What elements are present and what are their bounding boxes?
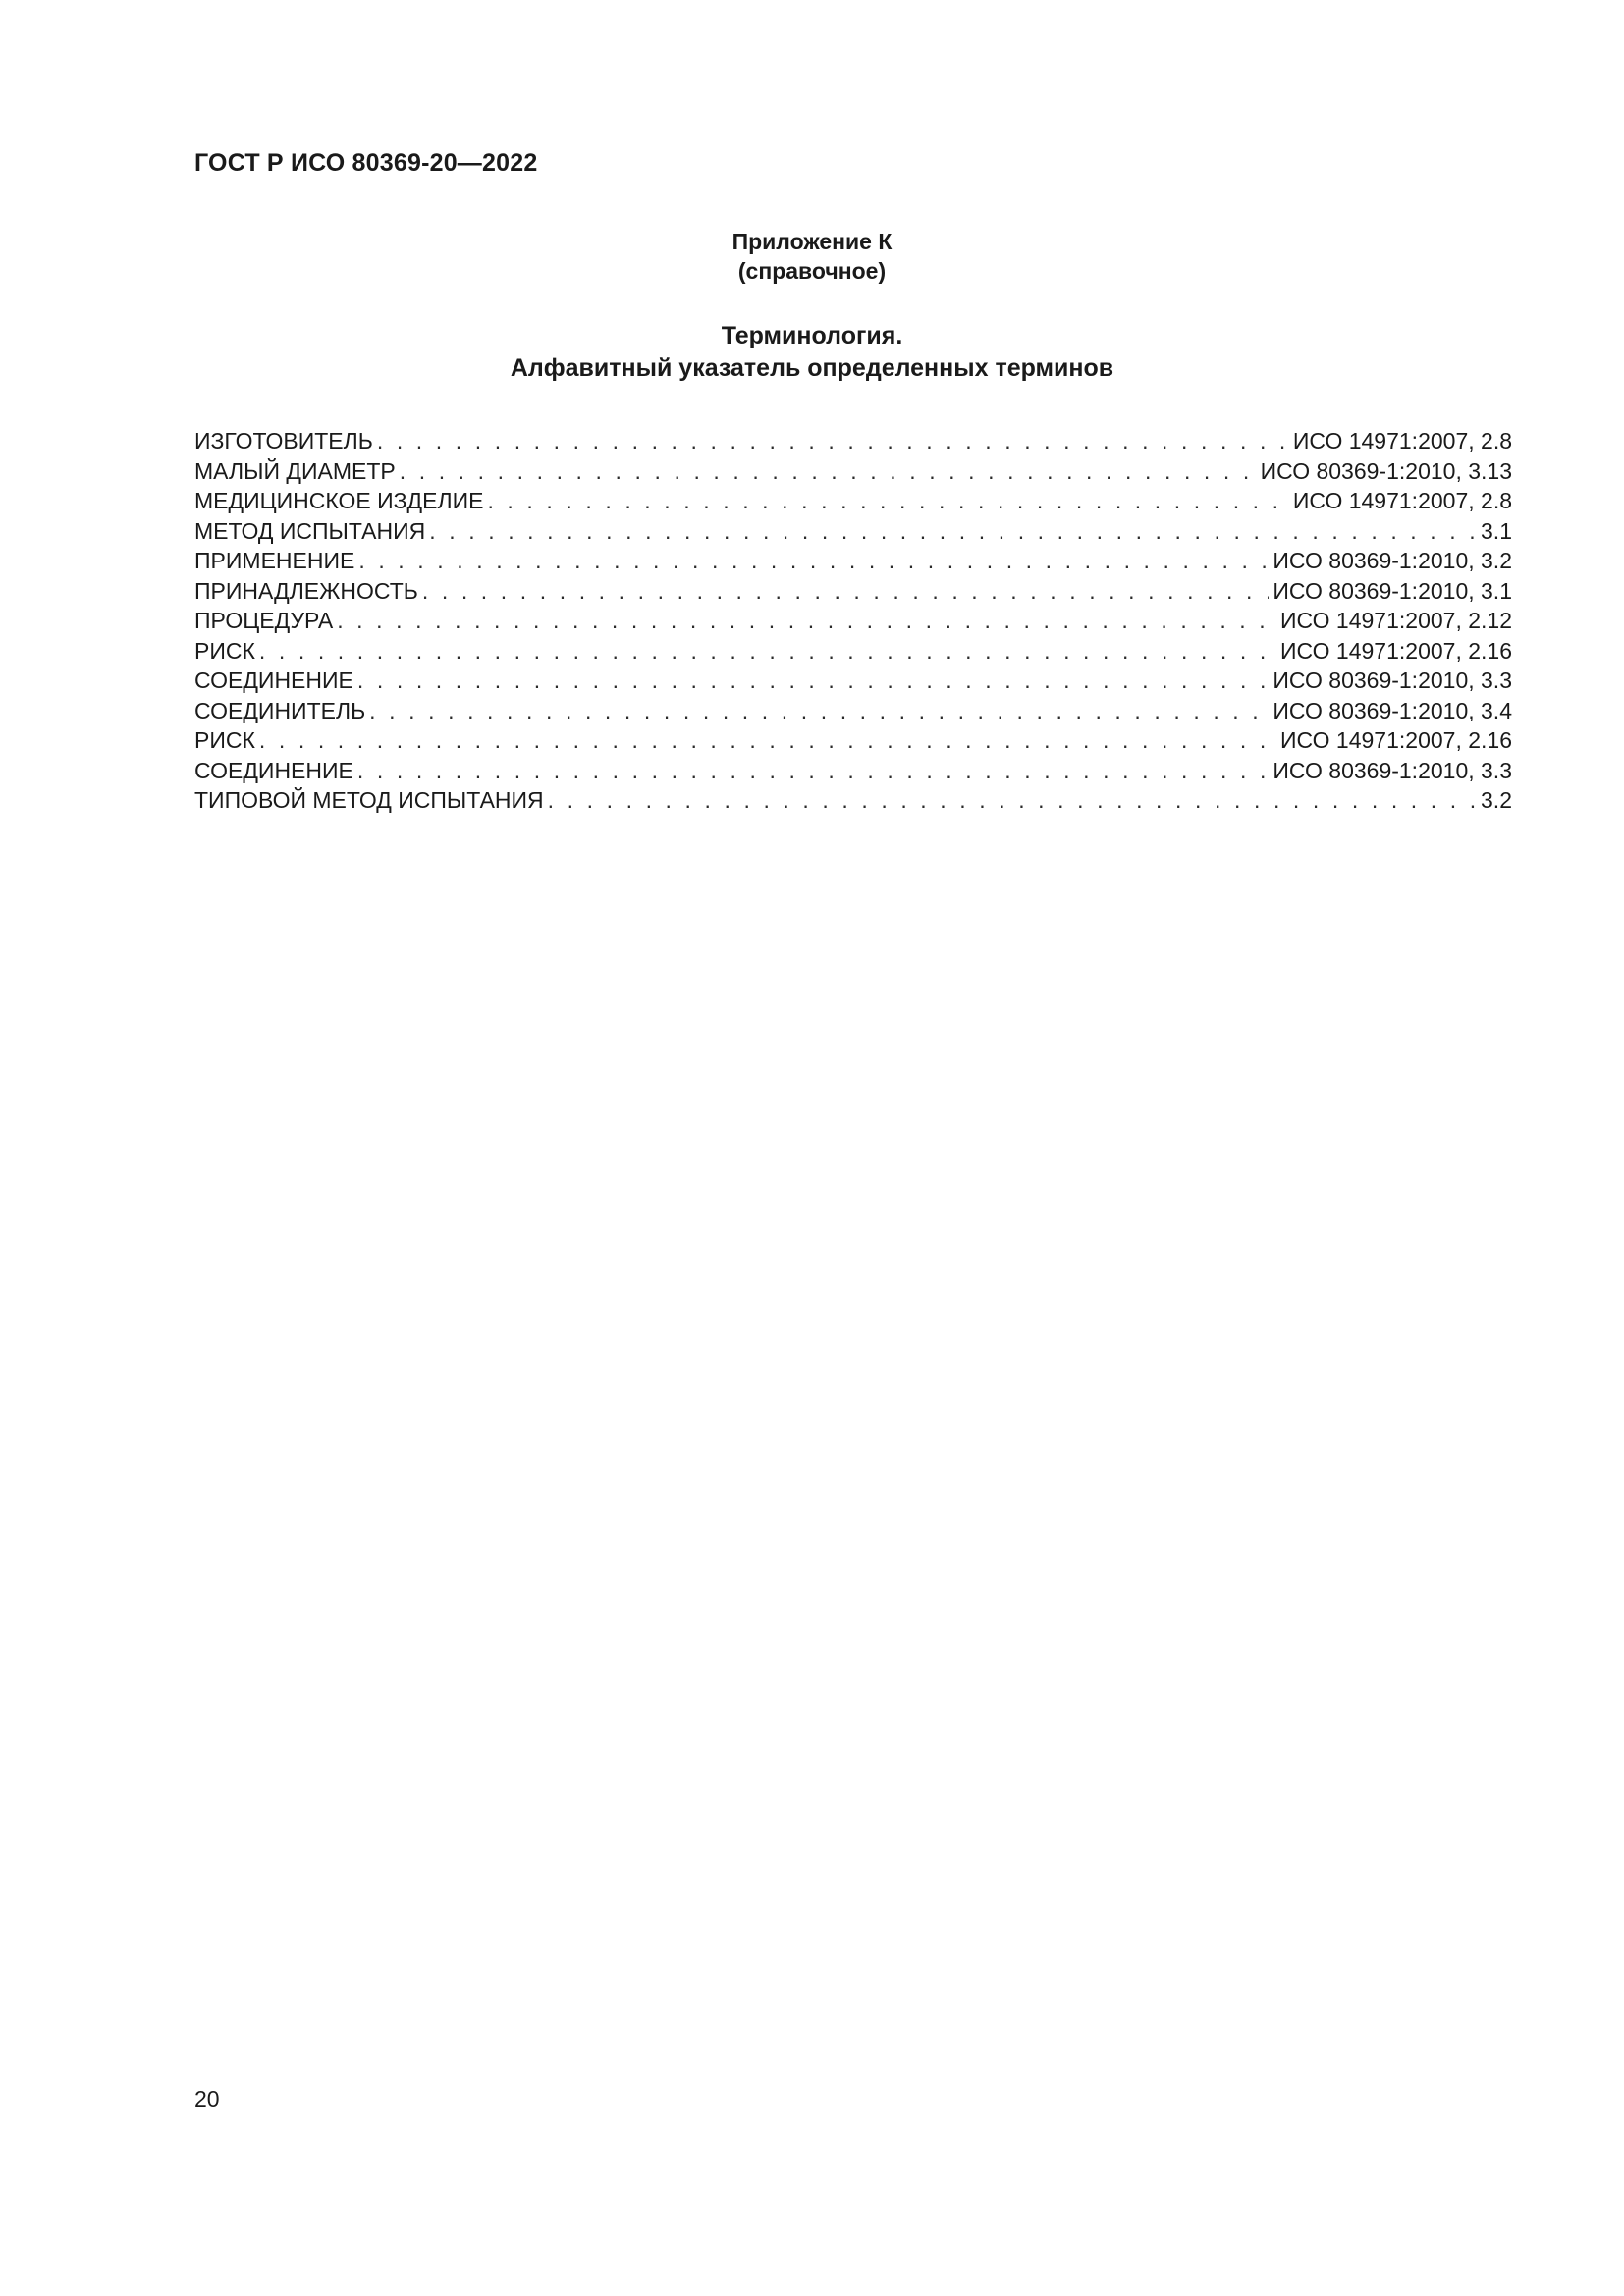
index-reference: ИСО 80369-1:2010, 3.2 — [1272, 548, 1512, 573]
index-term: МАЛЫЙ ДИАМЕТР — [194, 457, 396, 484]
dot-leader — [259, 727, 1276, 754]
index-reference: ИСО 80369-1:2010, 3.13 — [1260, 457, 1512, 484]
dot-leader — [358, 548, 1269, 574]
dot-leader — [259, 638, 1276, 665]
index-entry — [194, 518, 1512, 549]
index-entry — [194, 428, 1512, 458]
index-term: МЕТОД ИСПЫТАНИЯ — [194, 517, 426, 544]
dot-leader — [422, 578, 1270, 605]
dot-leader — [487, 488, 1288, 514]
index-term: ИЗГОТОВИТЕЛЬ — [194, 428, 373, 454]
index-entry — [194, 458, 1512, 489]
terms-index — [194, 428, 1512, 818]
annex-type: (справочное) — [737, 258, 887, 284]
dot-leader — [337, 608, 1276, 634]
index-entry — [194, 638, 1512, 668]
dot-leader — [429, 518, 1477, 545]
index-reference: 3.2 — [1481, 787, 1512, 813]
index-term: МЕДИЦИНСКОЕ ИЗДЕЛИЕ — [194, 488, 484, 513]
page-number: 20 — [194, 2086, 220, 2111]
index-term: ТИПОВОЙ МЕТОД ИСПЫТАНИЯ — [194, 787, 544, 813]
document-code: ГОСТ Р ИСО 80369-20—2022 — [194, 149, 538, 177]
index-reference: ИСО 14971:2007, 2.12 — [1280, 608, 1512, 633]
index-term: СОЕДИНЕНИЕ — [194, 667, 353, 693]
index-reference: ИСО 80369-1:2010, 3.4 — [1272, 697, 1512, 723]
dot-leader — [369, 698, 1269, 724]
dot-leader — [548, 787, 1477, 814]
index-term: ПРОЦЕДУРА — [194, 608, 334, 633]
index-entry — [194, 758, 1512, 788]
index-reference: ИСО 14971:2007, 2.8 — [1292, 488, 1512, 513]
index-term: РИСК — [194, 637, 255, 664]
index-term: ПРИНАДЛЕЖНОСТЬ — [194, 577, 418, 604]
index-term: РИСК — [194, 727, 255, 753]
index-entry — [194, 787, 1512, 818]
dot-leader — [357, 667, 1269, 694]
section-title-line-2: Алфавитный указатель определенных терминов — [510, 354, 1114, 382]
index-reference: 3.1 — [1481, 517, 1512, 544]
dot-leader — [357, 758, 1269, 784]
index-term: ПРИМЕНЕНИЕ — [194, 548, 355, 573]
index-entry — [194, 667, 1512, 698]
index-entry — [194, 698, 1512, 728]
index-reference: ИСО 80369-1:2010, 3.3 — [1272, 667, 1512, 693]
annex-heading — [0, 227, 1624, 286]
index-reference: ИСО 14971:2007, 2.16 — [1280, 637, 1512, 664]
index-entry — [194, 488, 1512, 518]
index-reference: ИСО 80369-1:2010, 3.1 — [1272, 577, 1512, 604]
index-reference: ИСО 14971:2007, 2.8 — [1292, 428, 1512, 454]
index-entry — [194, 578, 1512, 609]
section-title-line-1: Терминология. — [721, 322, 903, 349]
dot-leader — [377, 428, 1289, 454]
index-reference: ИСО 14971:2007, 2.16 — [1280, 727, 1512, 753]
section-title — [0, 320, 1624, 385]
index-entry — [194, 727, 1512, 758]
index-term: СОЕДИНИТЕЛЬ — [194, 697, 366, 723]
index-entry — [194, 548, 1512, 578]
index-reference: ИСО 80369-1:2010, 3.3 — [1272, 757, 1512, 783]
index-term: СОЕДИНЕНИЕ — [194, 757, 353, 783]
annex-label: Приложение К — [731, 229, 893, 254]
dot-leader — [400, 458, 1257, 485]
index-entry — [194, 608, 1512, 638]
